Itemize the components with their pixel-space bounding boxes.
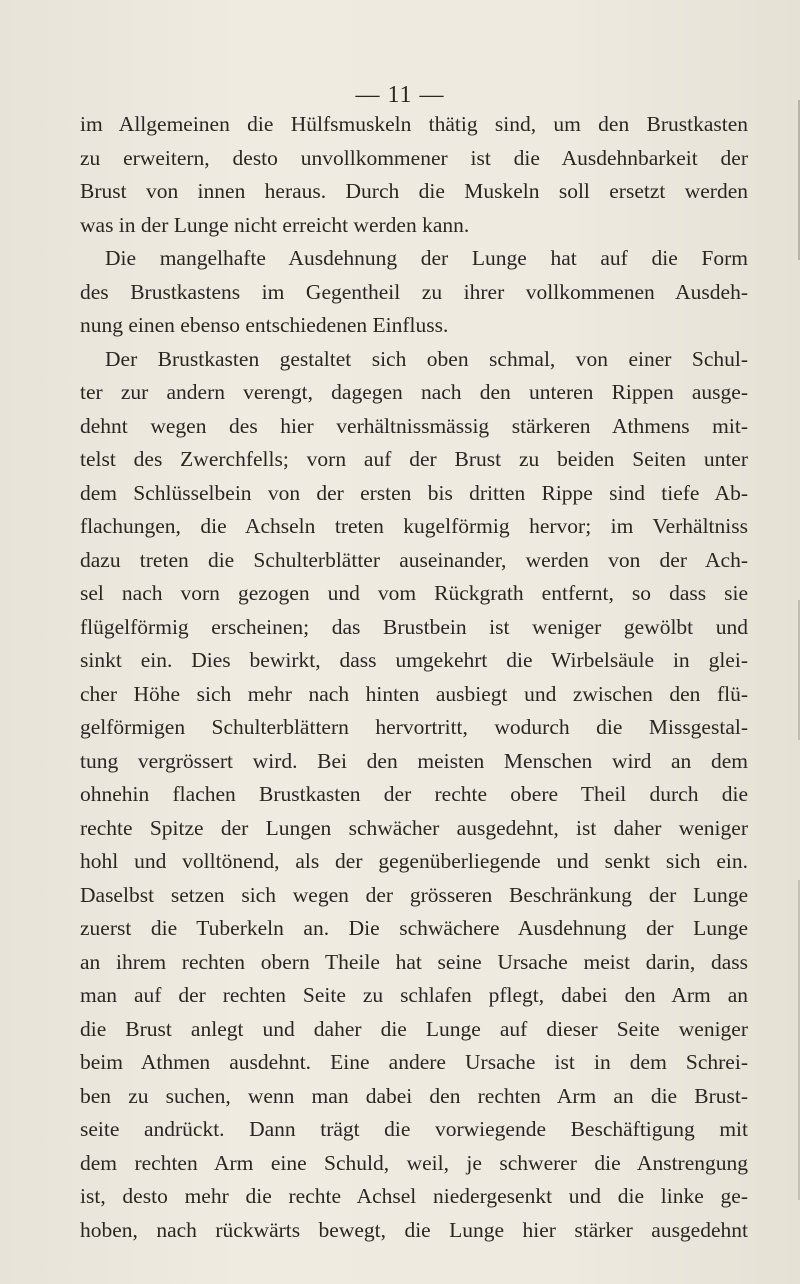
text-line: ter zur andern verengt, dagegen nach den unteren Rippen ausge-	[80, 380, 748, 404]
text-line: des Brustkastens im Gegentheil zu ihrer vollkommenen Ausdeh-	[80, 279, 748, 304]
text-line: gelförmigen Schulterblättern hervortritt, wodurch die Missgestal-	[80, 715, 748, 739]
text-line: telst des Zwerchfells; vorn auf der Brust zu beiden Seiten unter	[80, 447, 748, 471]
page-number: — 11 —	[355, 82, 445, 108]
text-line: nung einen ebenso entschiedenen Einfluss.	[80, 313, 449, 337]
text-line: die Brust anlegt und daher die Lunge auf dieser Seite weniger	[80, 1016, 748, 1041]
text-line: Daselbst setzen sich wegen der grösseren Beschränkung der Lunge	[80, 882, 748, 907]
text-line: dem rechten Arm eine Schuld, weil, je schwerer die Anstrengung	[80, 1150, 748, 1175]
text-line: flachungen, die Achseln treten kugelförmig hervor; im Verhältniss	[80, 514, 748, 538]
text-line: was in der Lunge nicht erreicht werden kann.	[80, 212, 470, 237]
text-line: hohl und volltönend, als der gegenüberliegende und senkt sich ein.	[80, 849, 748, 873]
text-line: ist, desto mehr die rechte Achsel niedergesenkt und die linke ge-	[80, 1184, 748, 1208]
text-line: Brust von innen heraus. Durch die Muskeln soll ersetzt werden	[80, 179, 748, 203]
text-line: dem Schlüsselbein von der ersten bis dritten Rippe sind tiefe Ab-	[80, 480, 748, 505]
text-line: ben zu suchen, wenn man dabei den rechten Arm an die Brust-	[80, 1083, 748, 1108]
text-line: ohnehin flachen Brustkasten der rechte obere Theil durch die	[80, 782, 748, 806]
paragraph-start-line: Die mangelhafte Ausdehnung der Lunge hat auf die Form	[105, 246, 748, 270]
text-line: zuerst die Tuberkeln an. Die schwächere Ausdehnung der Lunge	[80, 916, 748, 940]
text-line: dehnt wegen des hier verhältnissmässig stärkeren Athmens mit-	[80, 413, 748, 438]
text-line: seite andrückt. Dann trägt die vorwiegende Beschäftigung mit	[80, 1117, 748, 1141]
text-line: man auf der rechten Seite zu schlafen pflegt, dabei den Arm an	[80, 983, 748, 1007]
text-line: rechte Spitze der Lungen schwächer ausgedehnt, ist daher weniger	[80, 815, 748, 840]
text-line: hoben, nach rückwärts bewegt, die Lunge hier stärker ausgedehnt	[80, 1217, 748, 1242]
paragraph-start-line: Der Brustkasten gestaltet sich oben schmal, von einer Schul-	[105, 346, 748, 371]
text-line: sel nach vorn gezogen und vom Rückgrath entfernt, so dass sie	[80, 581, 748, 605]
body-text	[80, 108, 748, 1247]
text-line: flügelförmig erscheinen; das Brustbein ist weniger gewölbt und	[80, 614, 748, 639]
text-line: im Allgemeinen die Hülfsmuskeln thätig sind, um den Brustkasten	[80, 112, 748, 136]
text-line: dazu treten die Schulterblätter auseinander, werden von der Ach-	[80, 547, 748, 572]
text-line: beim Athmen ausdehnt. Eine andere Ursache ist in dem Schrei-	[80, 1050, 748, 1074]
text-line: an ihrem rechten obern Theile hat seine Ursache meist darin, dass	[80, 949, 748, 974]
text-line: zu erweitern, desto unvollkommener ist die Ausdehnbarkeit der	[80, 145, 748, 170]
text-line: tung vergrössert wird. Bei den meisten Menschen wird an dem	[80, 748, 748, 773]
text-line: sinkt ein. Dies bewirkt, dass umgekehrt die Wirbelsäule in glei-	[80, 648, 748, 672]
text-line: cher Höhe sich mehr nach hinten ausbiegt und zwischen den flü-	[80, 681, 748, 706]
